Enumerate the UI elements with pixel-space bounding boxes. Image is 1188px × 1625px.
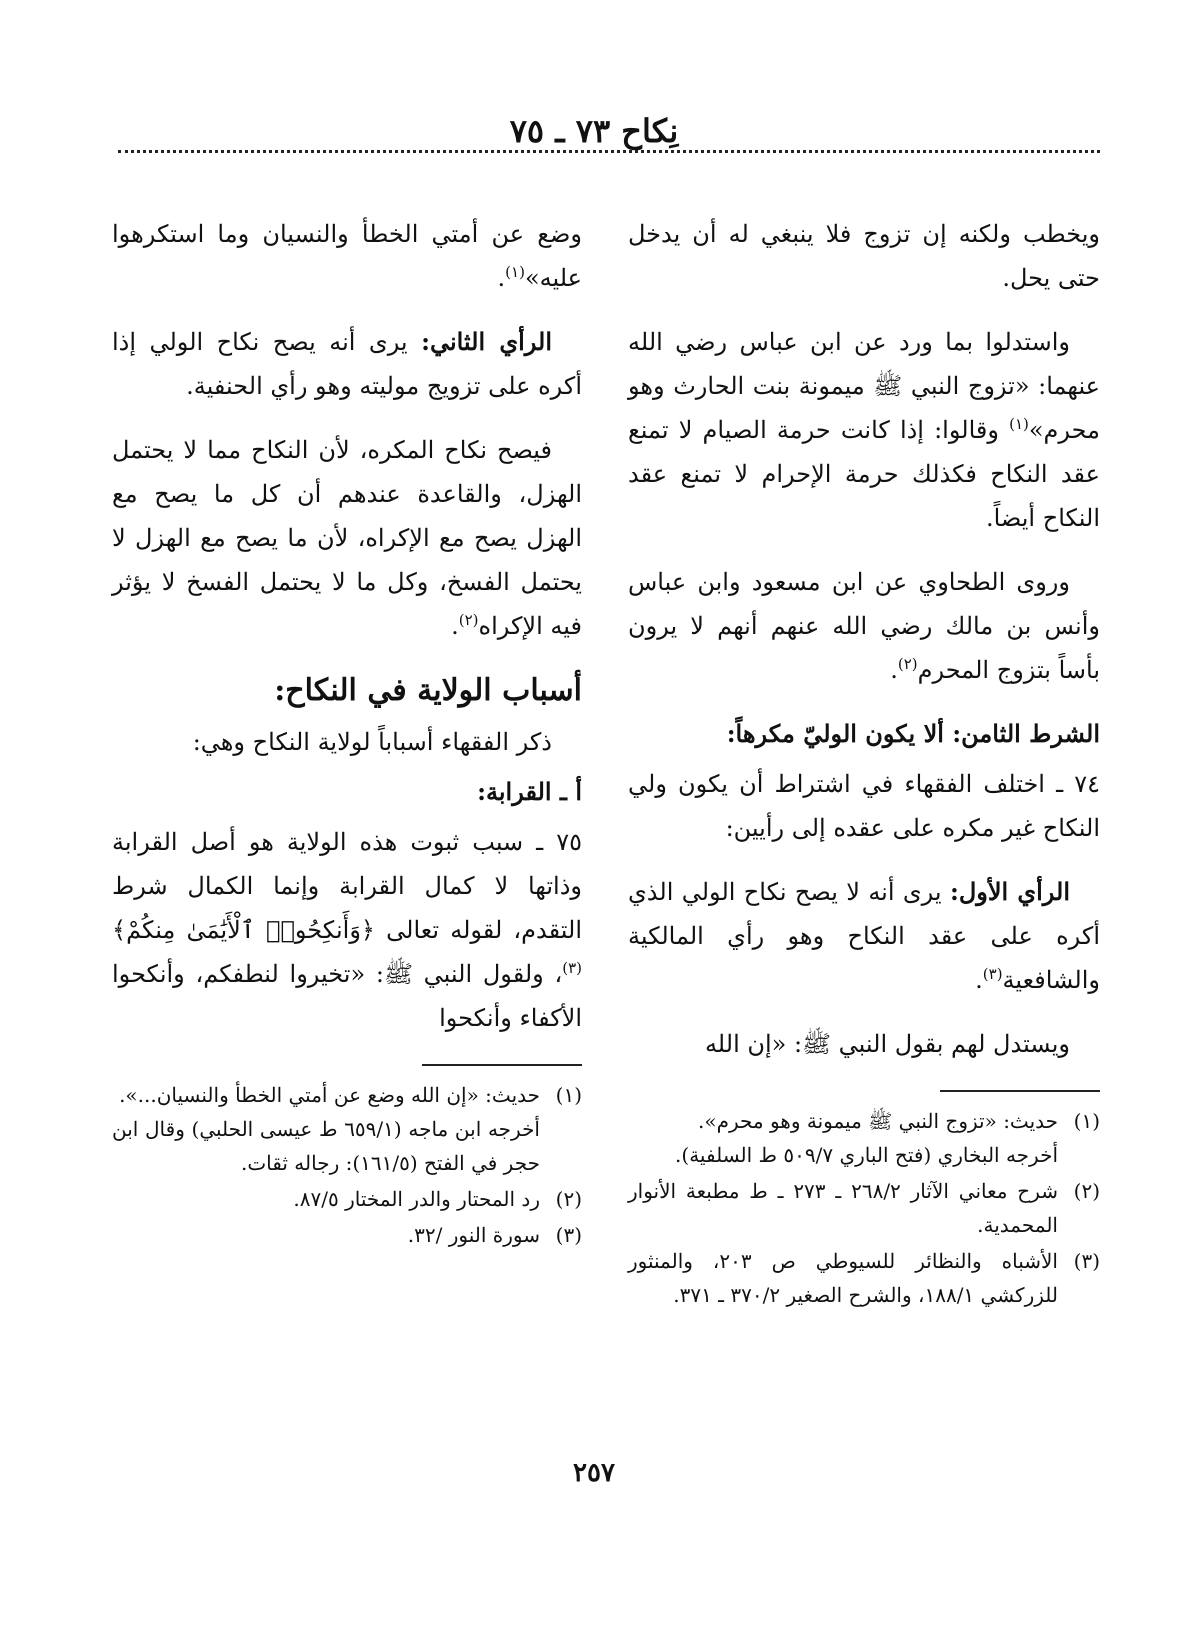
paragraph: فيصح نكاح المكره، لأن النكاح مما لا يحتمل الهزل، والقاعدة عندهم أن كل ما يصح مع الهزل يصح مع الإكراه، لأن ما يصح مع الهزل لا يحتمل الفسخ، وكل ما لا يحتمل الفسخ لا يؤثر فيه الإكراه$^{(٢)}$.: [112, 436, 582, 640]
numbered-paragraph: ٧٥ ـ سبب ثبوت هذه الولاية هو أصل القرابة وذاتها لا كمال القرابة وإنما الكمال شرط التقدم، لقوله تعالى ﴿وَأَنكِحُوا۟ ٱلْأَيَٰمَىٰ مِنكُمْ﴾$^{(٣)}$، ولقول النبي ﷺ: «تخيروا لنطفكم، وأنكحوا الأكفاء وأنكحوا: [112, 828, 582, 1032]
footnote-ref: (٣): [982, 965, 1003, 983]
right-column: [628, 212, 1100, 1314]
paragraph: وروى الطحاوي عن ابن مسعود وابن عباس وأنس بن مالك رضي الله عنهم أنهم لا يرون بأساً بتزوج المحرم$^{(٢)}$.: [628, 568, 1100, 684]
footnote-ref: (١): [505, 263, 525, 281]
opinion-paragraph: الرأي الثاني: يرى أنه يصح نكاح الولي إذا أكره على تزويج موليته وهو رأي الحنفية.: [112, 327, 582, 400]
section-title: أسباب الولاية في النكاح:: [274, 673, 582, 708]
paragraph: ويخطب ولكنه إن تزوج فلا ينبغي له أن يدخل حتى يحل.: [628, 220, 1100, 292]
running-header: نِكاح ٧٣ ـ ٧٥: [509, 112, 679, 150]
footnote: (٢) رد المحتار والدر المختار ٨٧/٥.: [293, 1187, 582, 1211]
page-number: ٢٥٧: [573, 1458, 615, 1488]
condition-heading: الشرط الثامن: ألا يكون الوليّ مكرهاً:: [726, 719, 1100, 748]
paragraph: واستدلوا بما ورد عن ابن عباس رضي الله عنهما: «تزوج النبي ﷺ ميمونة بنت الحارث وهو محرم»$^{(١)}$ وقالوا: إذا كانت حرمة الصيام لا تمنع عقد النكاح فكذلك حرمة الإحرام لا تمنع عقد النكاح أيضاً.: [628, 328, 1101, 532]
paragraph: وضع عن أمتي الخطأ والنسيان وما استكرهوا عليه»$^{(١)}$.: [112, 220, 582, 292]
footnote-ref: (٣): [562, 959, 582, 977]
opinion-label: الرأي الأول:: [949, 877, 1070, 906]
footnote: (١) حديث: «إن الله وضع عن أمتي الخطأ والنسيان...». أخرجه ابن ماجه (٦٥٩/١ ط عيسى الحلبي) وقال ابن حجر في الفتح (١٦١/٥): رجاله ثقات.: [112, 1083, 582, 1175]
left-column: [112, 212, 582, 1254]
footnote-ref: (١): [1009, 415, 1029, 433]
paragraph: ويستدل لهم بقول النبي ﷺ: «إن الله: [704, 1030, 1070, 1058]
section-intro: ذكر الفقهاء أسباباً لولاية النكاح وهي:: [192, 728, 552, 756]
dotted-divider: [118, 150, 1100, 153]
footnote-ref: (٢): [897, 655, 918, 673]
footnote: (٣) سورة النور /٣٢.: [407, 1223, 582, 1247]
footnote: (٢) شرح معاني الآثار ٢٦٨/٢ ـ ٢٧٣ ـ ط مطبعة الأنوار المحمدية.: [628, 1179, 1100, 1237]
footnote: (٣) الأشباه والنظائر للسيوطي ص ٢٠٣، والمنثور للزركشي ١٨٨/١، والشرح الصغير ٣٧٠/٢ ـ ٣٧١.: [628, 1249, 1100, 1307]
footnote-rule: [940, 1090, 1100, 1092]
opinion-label: الرأي الثاني:: [421, 327, 553, 356]
opinion-paragraph: الرأي الأول: يرى أنه لا يصح نكاح الولي الذي أكره على عقد النكاح وهو رأي المالكية والشافعية$^{(٣)}$.: [628, 877, 1100, 994]
footnote-rule: [422, 1064, 582, 1066]
numbered-paragraph: ٧٤ ـ اختلف الفقهاء في اشتراط أن يكون ولي النكاح غير مكره على عقده إلى رأيين:: [628, 770, 1100, 842]
subsection-title: أ ـ القرابة:: [477, 777, 582, 806]
footnote: (١) حديث: «تزوج النبي ﷺ ميمونة وهو محرم». أخرجه البخاري (فتح الباري ٥٠٩/٧ ط السلفية).: [675, 1109, 1100, 1167]
footnotes: [112, 1078, 582, 1252]
footnote-ref: (٢): [458, 611, 479, 629]
footnotes: [628, 1104, 1100, 1312]
